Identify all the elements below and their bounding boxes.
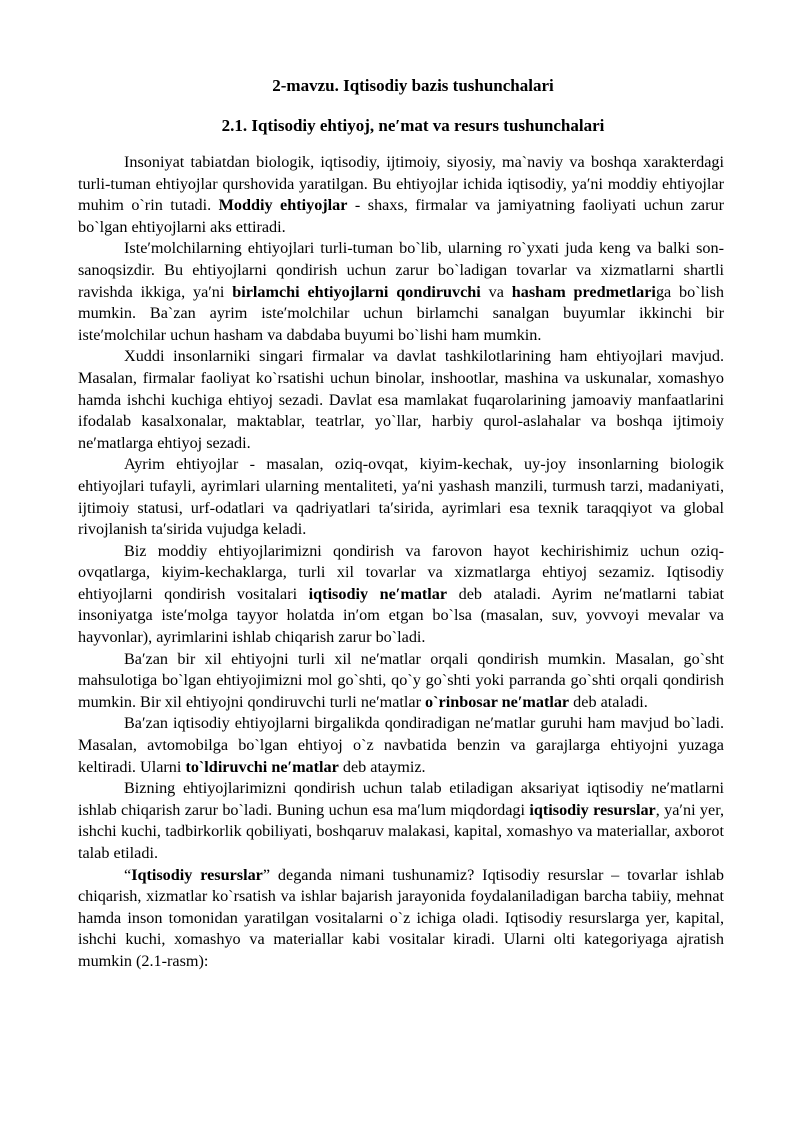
text-run: Ayrim ehtiyojlar - masalan, oziq-ovqat, kiyim-kechak, uy-joy insonlarning biologik ehtiyojlari tufayli, ayrimlari ularning mentaliteti, ya′ni yashash manzili, turmush tarzi, madaniyati, ijtimoiy statusi, urf-odatlari va qadriyatlari ta′sirida, ayrimlari esa texnik taraqqiyot va global rivojlanish ta′sirida vujudga keladi. xyxy=(78,455,724,539)
document-content xyxy=(78,72,724,973)
bold-term: to`ldiruvchi ne′matlar xyxy=(185,757,339,776)
paragraph-6 xyxy=(78,649,724,714)
bold-term: o`rinbosar ne′matlar xyxy=(425,692,570,711)
text-run: ga bo`lish mumkin. Ba`zan ayrim iste′molchilar uchun birlamchi sanalgan buyumlar ikkinchi bir iste′molchilar uchun hasham va dabdaba buyumi bo`lishi ham mumkin. xyxy=(78,282,724,344)
text-run: deb ataladi. xyxy=(569,692,648,711)
text-run: Insoniyat tabiatdan biologik, iqtisodiy, ijtimoiy, siyosiy, ma`naviy va boshqa xarakterdagi turli-tuman ehtiyojlar qurshovida yaratilgan. Bu ehtiyojlar ichida iqtisodiy, ya′ni moddiy ehtiyojlar muhim o`rin tutadi. xyxy=(78,153,724,215)
paragraph-8 xyxy=(78,778,724,864)
text-run: Bizning ehtiyojlarimizni qondirish uchun talab etiladigan aksariyat iqtisodiy ne′matlarni ishlab chiqarish zarur bo`ladi. Buning uchun esa ma′lum miqdordagi xyxy=(78,779,724,819)
text-run: Biz moddiy ehtiyojlarimizni qondirish va farovon hayot kechirishimiz uchun oziq-ovqatlarga, kiyim-kechaklarga, turli xil tovarlar va xizmatlarga ehtiyoj sezamiz. Iqtisodiy ehtiyojlarni qondirish vositalari xyxy=(78,541,724,603)
bold-term: iqtisodiy ne′matlar xyxy=(308,584,448,603)
text-run: Xuddi insonlarniki singari firmalar va davlat tashkilotlarining ham ehtiyojlari mavjud. Masalan, firmalar faoliyat ko`rsatishi uchun binolar, inshootlar, mashina va uskunalar, xomashyo hamda ishchi kuchiga ehtiyoj sezadi. Davlat esa mamlakat fuqarolarining jamoaviy manfaatlarini ifodalab kasalxonalar, maktablar, teatrlar, yo`llar, harbiy qurol-aslahalar va boshqa ijtimoiy ne′matlarga ehtiyoj sezadi. xyxy=(78,347,724,452)
paragraph-4 xyxy=(78,454,724,540)
text-run: , ya′ni yer, ishchi kuchi, tadbirkorlik qobiliyati, boshqaruv malakasi, kapital, xomashyo va materiallar, axborot talab etiladi. xyxy=(78,800,724,862)
paragraph-1 xyxy=(78,152,724,238)
text-run: Ba′zan iqtisodiy ehtiyojlarni birgalikda qondiradigan ne′matlar guruhi ham mavjud bo`ladi. Masalan, avtomobilga bo`lgan ehtiyoj o`z navbatida benzin va garajlarga ehtiyojni yuzaga keltiradi. Ularni xyxy=(78,714,724,776)
text-run: deb ataymiz. xyxy=(338,757,426,776)
page-title: 2-mavzu. Iqtisodiy bazis tushunchalari xyxy=(272,76,554,95)
paragraph-9 xyxy=(78,865,724,973)
text-run: “ xyxy=(124,865,132,884)
paragraph-5 xyxy=(78,541,724,649)
text-run: Ba′zan bir xil ehtiyojni turli xil ne′matlar orqali qondirish mumkin. Masalan, go`sht mahsulotiga bo`lgan ehtiyojimizni mol go`shti, qo`y go`shti yoki parranda go`shti orqali qondirish mumkin. Bir xil ehtiyojni qondiruvchi turli ne′matlar xyxy=(78,649,724,711)
text-run: Iste′molchilarning ehtiyojlari turli-tuman bo`lib, ularning ro`yxati juda keng va balki son-sanoqsizdir. Bu ehtiyojlarni qondirish uchun zarur bo`ladigan tovarlar va xizmatlarni shartli ravishda ikkiga, ya′ni xyxy=(78,239,724,301)
paragraph-7 xyxy=(78,713,724,778)
bold-term: Moddiy ehtiyojlar xyxy=(218,196,348,215)
text-run: deb ataladi. Ayrim ne′matlarni tabiat insoniyatga iste′molga tayyor holatda in′om etgan bo`lsa (masalan, suv, yovvoyi mevalar va hayvonlar), ayrimlarini ishlab chiqarish zarur bo`ladi. xyxy=(78,584,724,647)
body-text xyxy=(78,152,724,973)
text-run: va xyxy=(480,282,512,301)
bold-term: iqtisodiy resurslar xyxy=(529,800,656,819)
bold-term: hasham predmetlari xyxy=(511,282,656,301)
text-run: ” deganda nimani tushunamiz? Iqtisodiy resurslar – tovarlar ishlab chiqarish, xizmatlar ko`rsatish va ishlar bajarish jarayonida foydalaniladigan barcha tabiiy, mehnat hamda inson tomonidan yaratilgan vositalarni o`z ichiga oladi. Iqtisodiy resurslarga yer, kapital, ishchi kuchi, xomashyo va materiallar kabi vositalar kiradi. Ularni olti kategoriyaga ajratish mumkin (2.1-rasm): xyxy=(78,865,724,970)
paragraph-3 xyxy=(78,346,724,454)
paragraph-2 xyxy=(78,238,724,346)
section-subtitle: 2.1. Iqtisodiy ehtiyoj, ne′mat va resurs tushunchalari xyxy=(221,116,605,135)
text-run: - shaxs, firmalar va jamiyatning faoliyati uchun zarur bo`lgan ehtiyojlarni aks ettiradi. xyxy=(78,196,724,236)
bold-term: birlamchi ehtiyojlarni qondiruvchi xyxy=(232,282,481,301)
bold-term: Iqtisodiy resurslar xyxy=(131,865,263,884)
